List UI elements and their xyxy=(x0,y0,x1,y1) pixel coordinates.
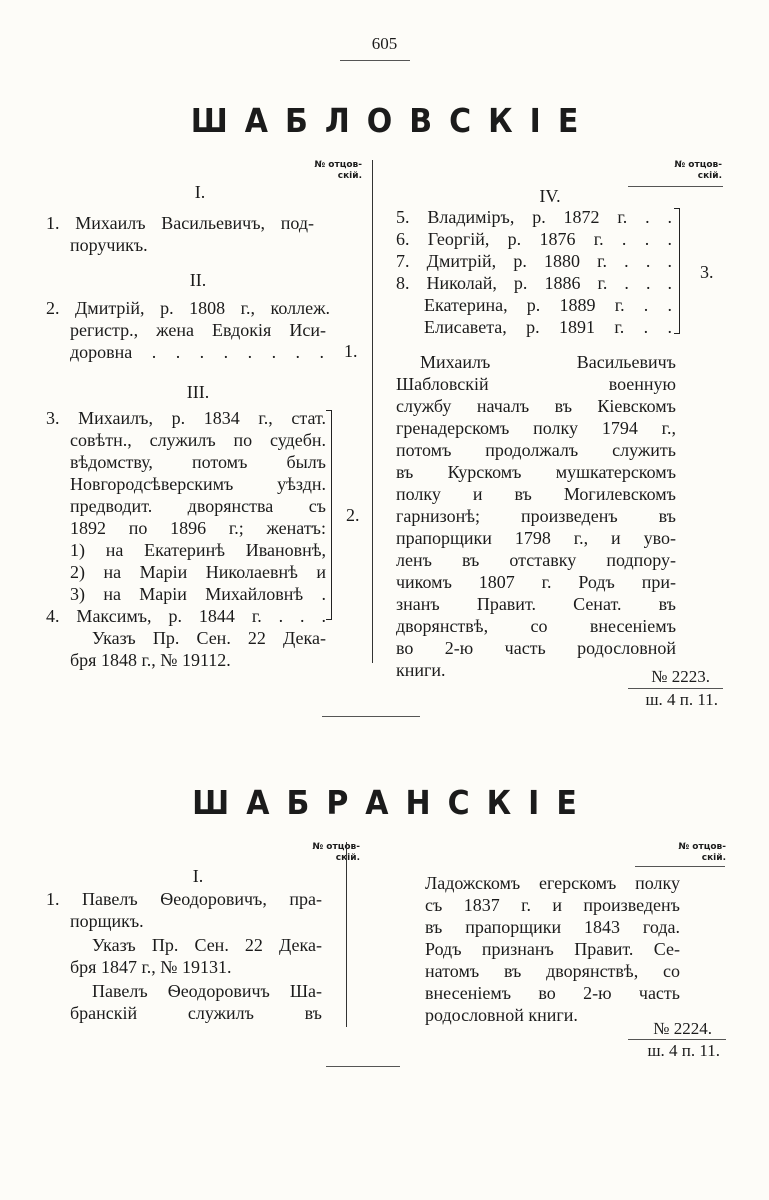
generation-heading: II. xyxy=(189,270,207,290)
child-entry: 6. Георгій, р. 1876 г. . . . xyxy=(396,229,672,249)
sibling-bracket xyxy=(674,208,680,334)
bio-line: Родъ признанъ Правит. Се- xyxy=(425,939,680,959)
entry-block xyxy=(46,888,326,1024)
decree-line: Указъ Пр. Сен. 22 Дека- xyxy=(92,628,326,648)
right-header-rule xyxy=(635,866,725,867)
bio-line: во 2-ю часть родословной xyxy=(396,638,676,658)
entry-line: 4. Максимъ, р. 1844 г. . . . xyxy=(46,606,326,626)
sibling-bracket xyxy=(326,410,332,620)
entry-line: предводит. дворянства съ xyxy=(70,496,326,516)
generation-heading: III. xyxy=(186,382,210,402)
entry-line: 2) на Маріи Николаевнѣ и xyxy=(70,562,326,582)
child-entry: 5. Владиміръ, р. 1872 г. . . xyxy=(396,207,672,227)
bio-line: полку и въ Могилевскомъ xyxy=(396,484,676,504)
bio-line: натомъ въ дворянствѣ, со xyxy=(425,961,680,981)
bio-line: Шабловскій военную xyxy=(396,374,676,394)
entry-line: совѣтн., служилъ по судебн. xyxy=(70,430,326,450)
child-entry: Елисавета, р. 1891 г. . . xyxy=(424,317,672,337)
page-number: 605 xyxy=(371,34,398,53)
children-list xyxy=(396,206,676,338)
bio-line: чикомъ 1807 г. Родъ при- xyxy=(396,572,676,592)
bio-line: службу началъ въ Кіевскомъ xyxy=(396,396,676,416)
bio-line: гарнизонѣ; произведенъ въ xyxy=(396,506,676,526)
entry-line: порщикъ. xyxy=(70,911,144,931)
entry-line: 1) на Екатеринѣ Ивановнѣ, xyxy=(70,540,326,560)
bio-line: книги. xyxy=(396,660,446,680)
entry-line: поручикъ. xyxy=(70,235,148,255)
entry-line: 1. Павелъ Ѳеодоровичъ, пра- xyxy=(46,889,322,909)
left-column-header: № отцов- скій. xyxy=(314,160,362,181)
child-entry: 8. Николай, р. 1886 г. . . . xyxy=(396,273,672,293)
bio-line: въ Курскомъ мушкатерскомъ xyxy=(396,462,676,482)
volume-reference: ш. 4 п. 11. xyxy=(647,1041,720,1060)
entry-line: 1. Михаилъ Васильевичъ, под- xyxy=(46,213,314,233)
decree-line: бря 1847 г., № 19131. xyxy=(70,957,232,977)
section-title-shabranskie: ШАБРАНСКІЕ xyxy=(192,784,594,823)
column-divider xyxy=(346,842,347,1027)
volume-reference: ш. 4 п. 11. xyxy=(645,690,718,709)
entry-block-3 xyxy=(46,407,326,627)
record-rule xyxy=(628,1039,726,1040)
generation-heading: IV. xyxy=(539,186,561,206)
record-number: № 2223. xyxy=(651,667,710,686)
bio-line: Ладожскомъ егерскомъ полку xyxy=(425,873,680,893)
decree-line: бря 1848 г., № 19112. xyxy=(70,650,231,670)
record-rule xyxy=(628,688,723,689)
section-separator xyxy=(322,716,420,717)
generation-heading: I. xyxy=(194,182,206,202)
record-number: № 2224. xyxy=(653,1019,712,1038)
father-number: 3. xyxy=(700,262,714,282)
entry-line: 3) на Маріи Михайловнѣ . xyxy=(70,584,326,604)
right-header-rule xyxy=(628,186,723,187)
entry-line: вѣдомству, потомъ былъ xyxy=(70,452,326,472)
bio-line: бранскій служилъ въ xyxy=(70,1003,322,1023)
column-divider xyxy=(372,160,373,663)
section-title-shablovskie: ШАБЛОВСКІЕ xyxy=(190,102,596,141)
bio-line: гренадерскомъ полку 1794 г., xyxy=(396,418,676,438)
left-column-header: № отцов- скій. xyxy=(312,842,360,863)
child-entry: 7. Дмитрій, р. 1880 г. . . . xyxy=(396,251,672,271)
bio-line: потомъ продолжалъ служить xyxy=(396,440,676,460)
bio-line: въ прапорщики 1843 года. xyxy=(425,917,680,937)
entry-line: 3. Михаилъ, р. 1834 г., стат. xyxy=(46,408,326,428)
bio-line: ленъ въ отставку подпору- xyxy=(396,550,676,570)
biography-text xyxy=(425,872,680,1026)
bio-line: Михаилъ Васильевичъ xyxy=(420,352,676,372)
entry-line: 2. Дмитрій, р. 1808 г., коллеж. xyxy=(46,298,330,318)
father-number: 1. xyxy=(344,341,358,361)
bio-line: дворянствѣ, со внесеніемъ xyxy=(396,616,676,636)
page-end-rule xyxy=(326,1066,400,1067)
right-column-header: № отцов- скій. xyxy=(678,842,726,863)
bio-line: съ 1837 г. и произведенъ xyxy=(425,895,680,915)
bio-line: знанъ Правит. Сенат. въ xyxy=(396,594,676,614)
bio-line: Павелъ Ѳеодоровичъ Ша- xyxy=(92,981,322,1001)
page-number-underline xyxy=(340,60,410,61)
bio-line: родословной книги. xyxy=(425,1005,578,1025)
entry-line: Новгородсѣверскимъ уѣздн. xyxy=(70,474,326,494)
decree-line: Указъ Пр. Сен. 22 Дека- xyxy=(92,935,322,955)
bio-line: прапорщики 1798 г., и уво- xyxy=(396,528,676,548)
entry-line: 1892 по 1896 г.; женатъ: xyxy=(70,518,326,538)
bio-line: внесеніемъ во 2-ю часть xyxy=(425,983,680,1003)
right-column-header: № отцов- скій. xyxy=(674,160,722,181)
entry-line: доровна . . . . . . . . xyxy=(70,342,324,362)
father-number: 2. xyxy=(346,505,360,525)
entry-line: регистр., жена Евдокія Иси- xyxy=(70,320,326,340)
child-entry: Екатерина, р. 1889 г. . . xyxy=(424,295,672,315)
biography-text xyxy=(396,351,676,681)
generation-heading: I. xyxy=(192,866,204,886)
